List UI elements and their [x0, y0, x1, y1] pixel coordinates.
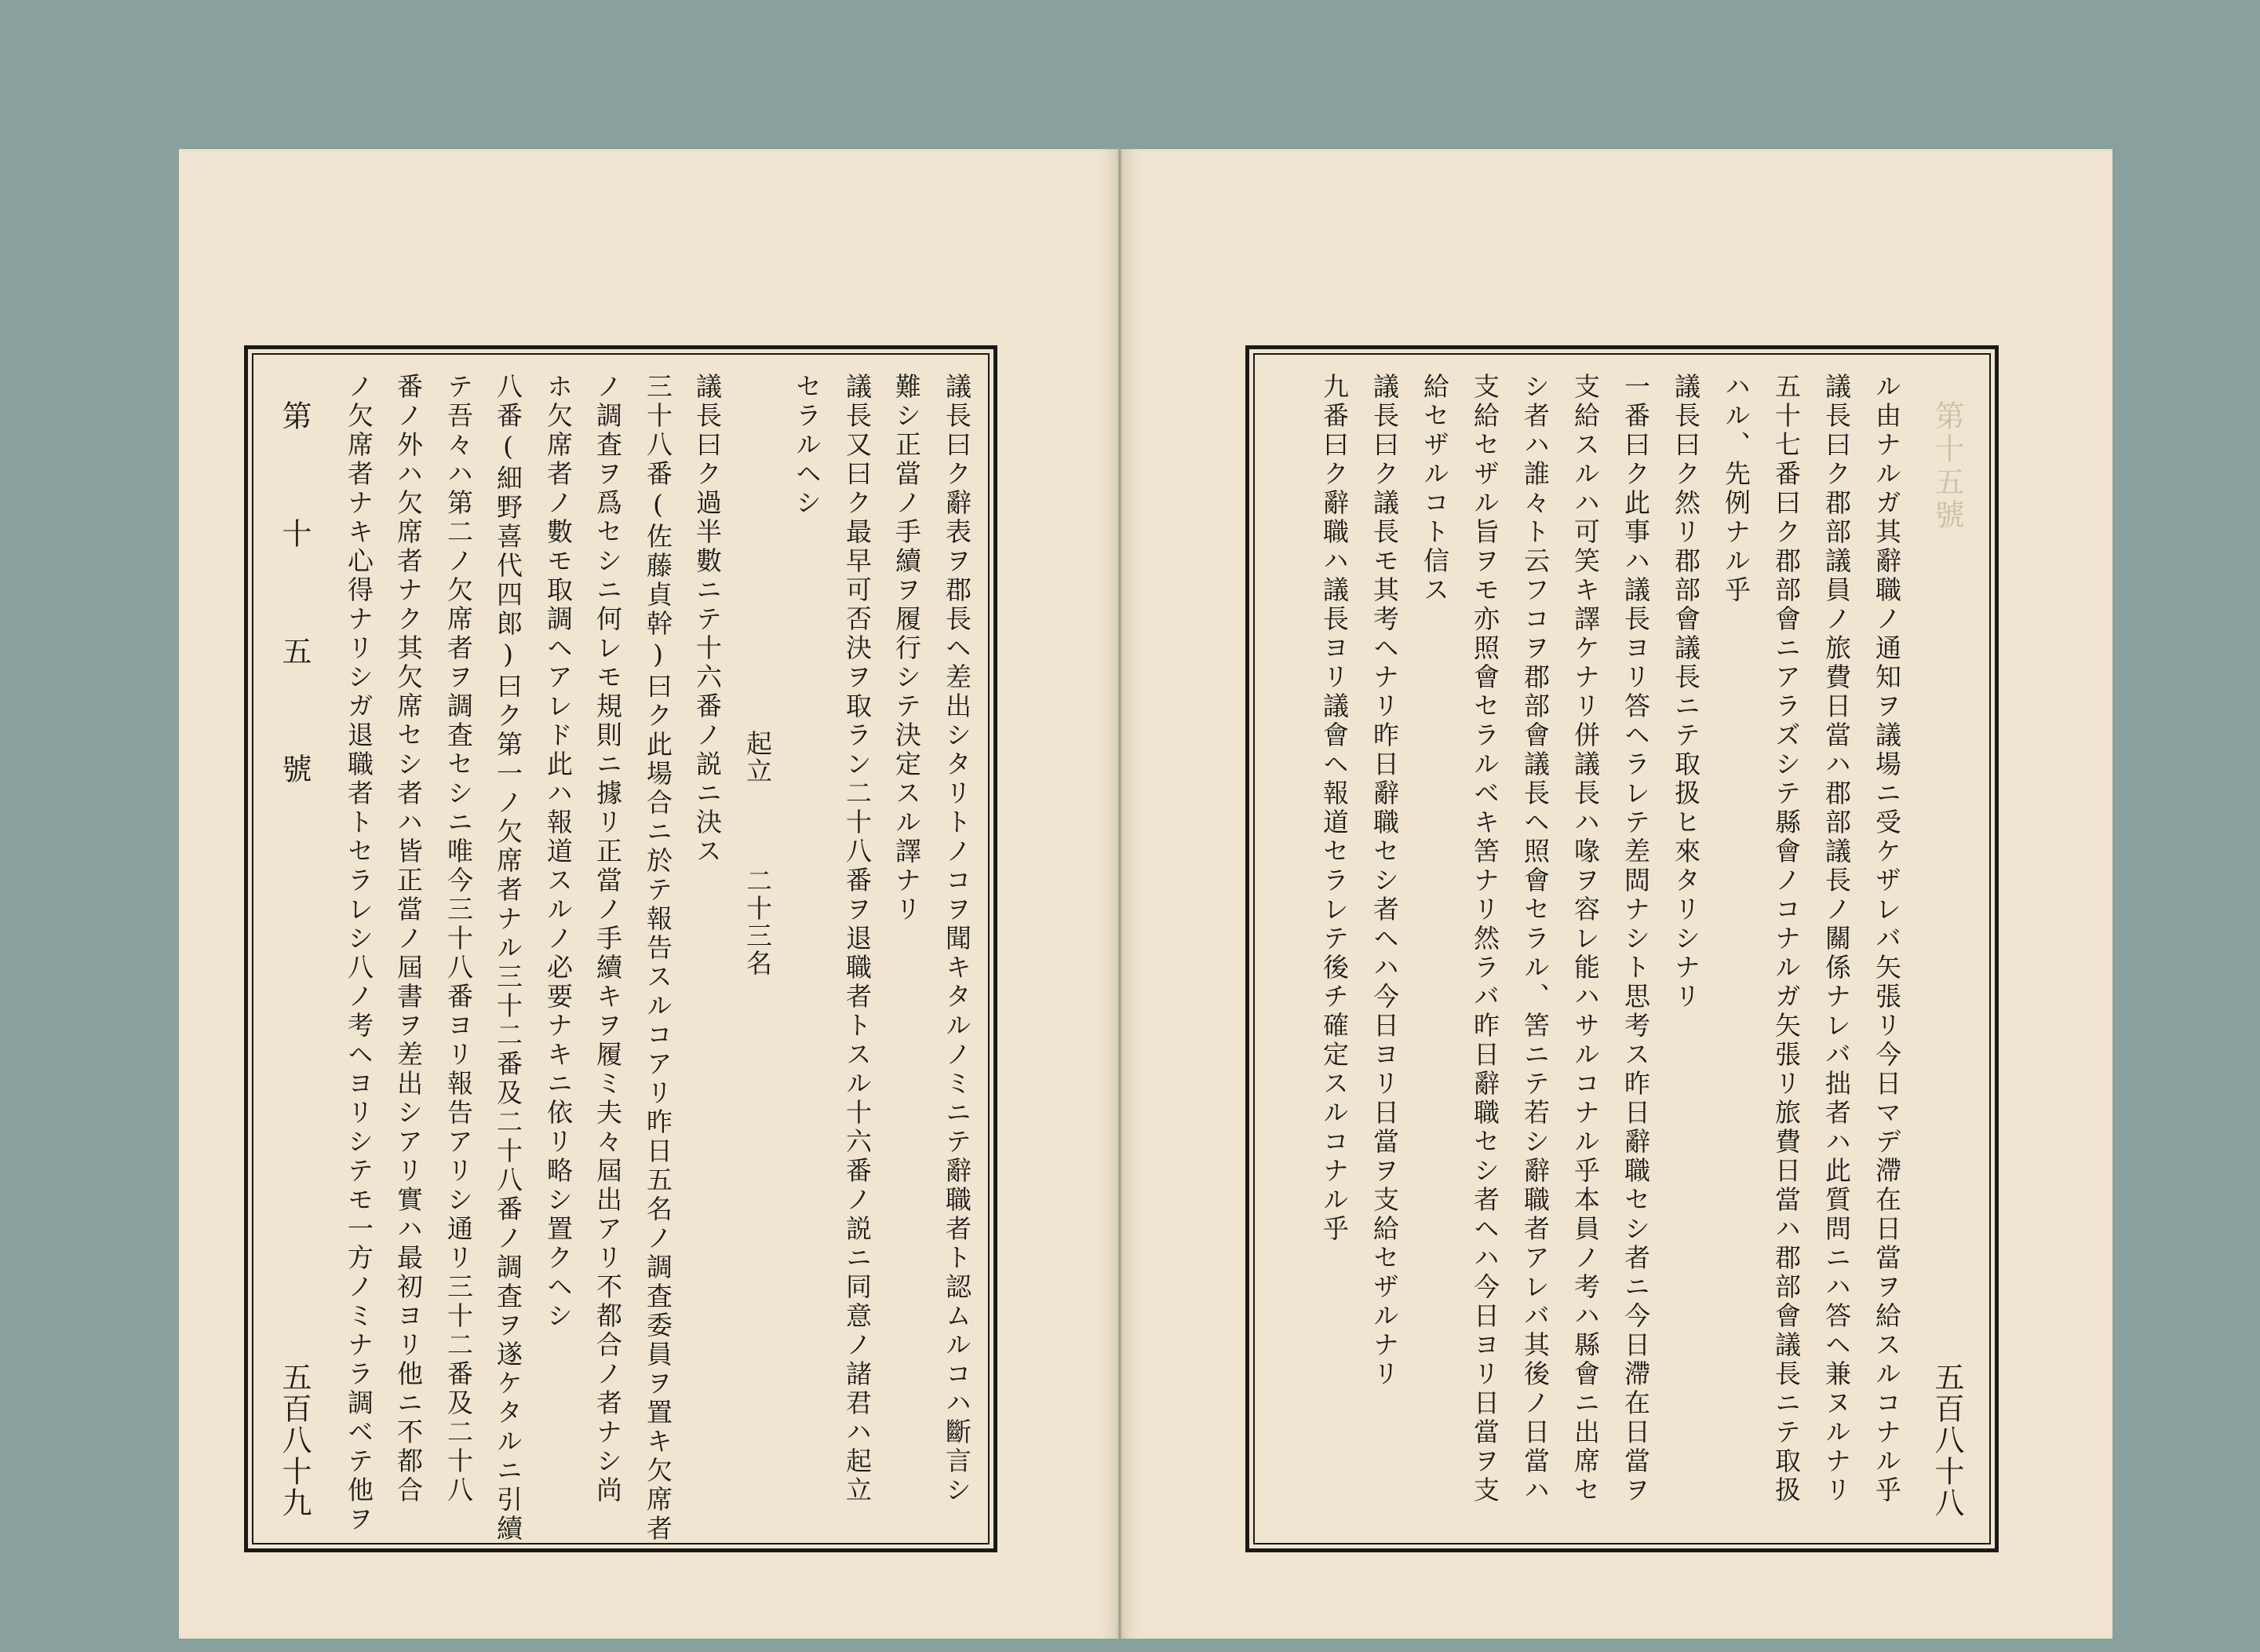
page-number: 五百八十八: [1930, 1362, 1964, 1519]
bleed-through-header: 第十五號: [1930, 400, 1964, 532]
text-line: ハル、先例ナル乎: [1721, 373, 1752, 605]
text-line: 議長曰ク過半數ニテ十六番ノ説ニ決ス: [692, 373, 723, 866]
text-line: 三十八番(佐藤貞幹)曰ク此場合ニ於テ報告スルコアリ昨日五名ノ調査委員ヲ置キ欠席者: [643, 373, 673, 1544]
text-line: 議長又曰ク最早可否決ヲ取ラン二十八番ヲ退職者トスル十六番ノ説ニ同意ノ諸君ハ起立: [842, 373, 873, 1505]
page-number: 五百八十九: [277, 1362, 312, 1519]
text-line: 起立 二十三名: [742, 373, 773, 977]
text-line: シ者ハ誰々ト云フコヲ郡部會議長ヘ照會セラル、筈ニテ若シ辭職者アレバ其後ノ日當ハ: [1520, 373, 1551, 1505]
text-line: 難シ正當ノ手續ヲ履行シテ決定スル譯ナリ: [891, 373, 922, 924]
left-page: [179, 149, 1119, 1639]
text-line: テ吾々ハ第二ノ欠席者ヲ調査セシニ唯今三十八番ヨリ報告アリシ通リ三十二番及二十八: [443, 373, 474, 1505]
right-page: [1121, 149, 2112, 1639]
text-line: 九番曰ク辭職ハ議長ヨリ議會ヘ報道セラレテ後チ確定スルコナル乎: [1319, 373, 1350, 1244]
text-line: 一番曰ク此事ハ議長ヨリ答ヘラレテ差閊ナシト思考ス昨日辭職セシ者ニ今日滯在日當ヲ: [1620, 373, 1651, 1505]
left-text-frame: [244, 345, 997, 1552]
text-line: 議長曰ク議長モ其考ヘナリ昨日辭職セシ者ヘハ今日ヨリ日當ヲ支給セザルナリ: [1369, 373, 1400, 1389]
text-line: 給セザルコト信ス: [1420, 373, 1450, 605]
text-line: 八番(細野喜代四郎)曰ク第一ノ欠席者ナル三十二番及二十八番ノ調査ヲ遂ケタルニ引續: [493, 373, 523, 1544]
text-line: 番ノ外ハ欠席者ナク其欠席セシ者ハ皆正當ノ屆書ヲ差出シアリ實ハ最初ヨリ他ニ不都合: [393, 373, 424, 1505]
text-line: 支給スルハ可笑キ譯ケナリ併議長ハ喙ヲ容レ能ハサルコナル乎本員ノ考ハ縣會ニ出席セ: [1570, 373, 1601, 1505]
text-line: ノ調査ヲ爲セシニ何レモ規則ニ據リ正當ノ手續キヲ履ミ夫々屆出アリ不都合ノ者ナシ尚: [592, 373, 623, 1505]
text-line: セラルヘシ: [792, 373, 822, 518]
text-line: ル由ナルガ其辭職ノ通知ヲ議場ニ受ケザレバ矢張リ今日マデ滯在日當ヲ給スルコナル乎: [1872, 373, 1902, 1505]
text-line: 議長曰ク辭表ヲ郡長ヘ差出シタリトノコヲ聞キタルノミニテ辭職者ト認ムルコハ斷言シ: [942, 373, 972, 1505]
text-line: 議長曰ク郡部議員ノ旅費日當ハ郡部議長ノ關係ナレバ拙者ハ此質問ニハ答ヘ兼ヌルナリ: [1821, 373, 1852, 1505]
text-line: 支給セザル旨ヲモ亦照會セラルベキ筈ナリ然ラバ昨日辭職セシ者ヘハ今日ヨリ日當ヲ支: [1470, 373, 1500, 1505]
text-line: ノ欠席者ナキ心得ナリシガ退職者トセラレシ八ノ考ヘヨリシテモ一方ノミナラ調ベテ他ヲ: [344, 373, 374, 1534]
text-line: 議長曰ク然リ郡部會議長ニテ取扱ヒ來タリシナリ: [1671, 373, 1701, 1012]
issue-header: 第 十 五 號: [277, 400, 312, 810]
text-line: 五十七番曰ク郡部會ニアラズシテ縣會ノコナルガ矢張リ旅費日當ハ郡部會議長ニテ取扱: [1771, 373, 1802, 1505]
right-text-frame: [1245, 345, 1999, 1552]
text-line: ホ欠席者ノ數モ取調ヘアレド此ハ報道スルノ必要ナキニ依リ略シ置クヘシ: [543, 373, 574, 1331]
